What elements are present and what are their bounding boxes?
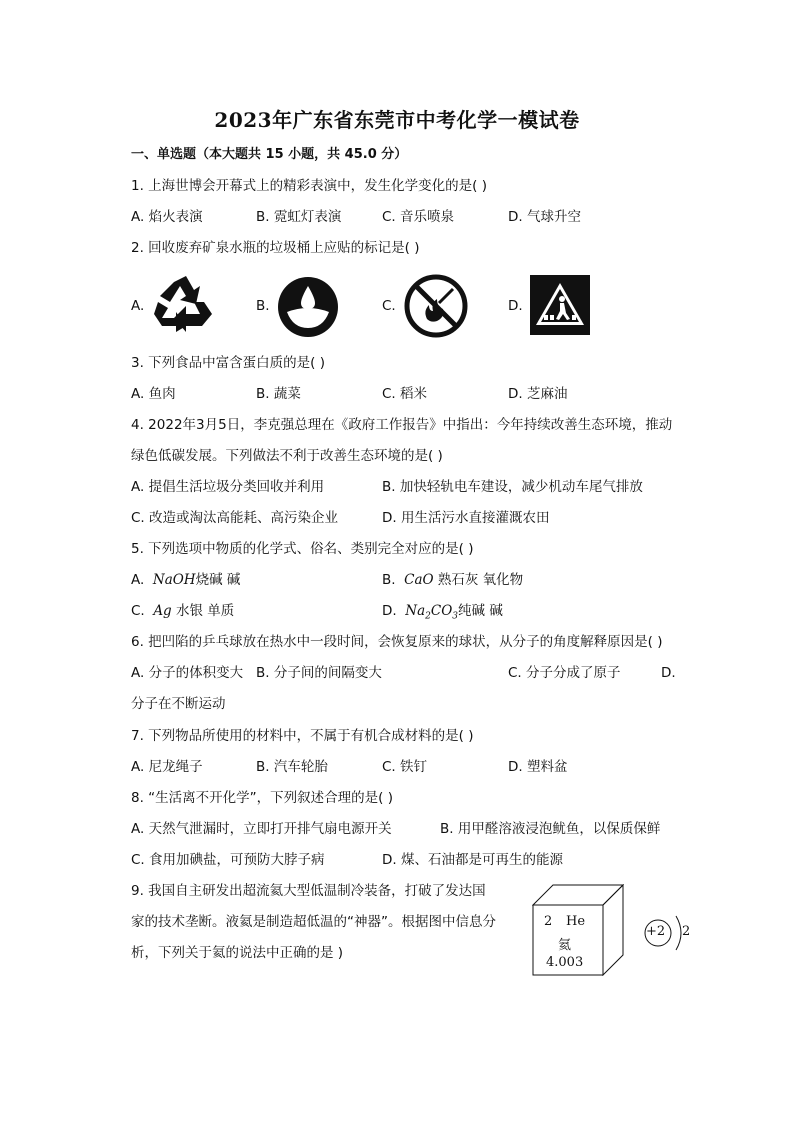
- page-title: 2023年广东省东莞市中考化学一模试卷: [214, 108, 580, 132]
- q6-option-a[interactable]: A. 分子的体积变大: [131, 665, 244, 681]
- q5-option-b-text: 熟石灰 氧化物: [433, 572, 524, 588]
- q5-option-c-prefix: C.: [131, 603, 154, 619]
- pedestrian-icon: [530, 275, 590, 335]
- q4-option-a[interactable]: A. 提倡生活垃圾分类回收并利用: [131, 479, 325, 495]
- q8-option-b[interactable]: B. 用甲醛溶液浸泡鱿鱼，以保质保鲜: [440, 821, 661, 837]
- question-8-stem: 8. “生活离不开化学”，下列叙述合理的是( ): [131, 790, 393, 806]
- q7-option-c[interactable]: C. 铁钉: [382, 759, 428, 775]
- q3-option-d[interactable]: D. 芝麻油: [508, 386, 568, 402]
- q5-option-b-prefix: B.: [382, 572, 405, 588]
- q3-option-b[interactable]: B. 蔬菜: [256, 386, 301, 402]
- q5-option-a[interactable]: [131, 571, 240, 589]
- q5-option-c[interactable]: [131, 602, 234, 620]
- recycle-icon: [152, 274, 218, 336]
- q7-option-a[interactable]: A. 尼龙绳子: [131, 759, 203, 775]
- atom-nucleus-charge: +2: [646, 924, 666, 939]
- q4-option-b[interactable]: B. 加快轻轨电车建设，减少机动车尾气排放: [382, 479, 643, 495]
- question-9-stem-line-3: 析，下列关于氦的说法中正确的是 ): [131, 945, 344, 961]
- water-drop-icon: [277, 276, 339, 338]
- q7-option-b[interactable]: B. 汽车轮胎: [256, 759, 328, 775]
- q6-option-c[interactable]: C. 分子分成了原子: [508, 665, 621, 681]
- q6-option-d-text[interactable]: 分子在不断运动: [131, 696, 226, 712]
- q5-option-d-text: 纯碱 碱: [458, 603, 503, 619]
- q1-option-b[interactable]: B. 霓虹灯表演: [256, 209, 342, 225]
- question-4-stem-line-1: 4. 2022年3月5日，李克强总理在《政府工作报告》中指出：今年持续改善生态环境，推动: [131, 417, 673, 433]
- q6-option-b[interactable]: B. 分子间的间隔变大: [256, 665, 382, 681]
- element-symbol: He: [566, 914, 586, 929]
- q2-option-a-label[interactable]: A.: [131, 298, 145, 314]
- q2-option-d-label[interactable]: D.: [508, 298, 523, 314]
- q8-option-c[interactable]: C. 食用加碘盐，可预防大脖子病: [131, 852, 325, 868]
- q8-option-a[interactable]: A. 天然气泄漏时，立即打开排气扇电源开关: [131, 821, 392, 837]
- section-heading: 一、单选题（本大题共 15 小题，共 45.0 分）: [131, 147, 408, 162]
- no-fire-icon: [403, 273, 469, 339]
- question-2-stem: 2. 回收废弃矿泉水瓶的垃圾桶上应贴的标记是( ): [131, 240, 420, 256]
- q5-option-b-formula: CaO: [404, 572, 434, 588]
- element-atomic-mass: 4.003: [546, 955, 584, 970]
- q3-option-c[interactable]: C. 稻米: [382, 386, 428, 402]
- q7-option-d[interactable]: D. 塑料盆: [508, 759, 568, 775]
- question-9-stem-line-1: 9. 我国自主研发出超流氦大型低温制冷装备，打破了发达国: [131, 883, 486, 899]
- question-5-stem: 5. 下列选项中物质的化学式、俗名、类别完全对应的是( ): [131, 541, 474, 557]
- q5-option-d-prefix: D.: [382, 603, 406, 619]
- q5-option-d-formula-co: CO: [430, 603, 453, 619]
- question-3-stem: 3. 下列食品中富含蛋白质的是( ): [131, 355, 325, 371]
- q2-option-b-label[interactable]: B.: [256, 298, 270, 314]
- q4-option-c[interactable]: C. 改造或淘汰高能耗、高污染企业: [131, 510, 339, 526]
- q1-option-d[interactable]: D. 气球升空: [508, 209, 581, 225]
- q5-option-c-text: 水银 单质: [171, 603, 235, 619]
- q5-option-a-prefix: A.: [131, 572, 153, 588]
- q5-option-d[interactable]: [382, 602, 503, 626]
- q8-option-d[interactable]: D. 煤、石油都是可再生的能源: [382, 852, 563, 868]
- question-1-stem: 1. 上海世博会开幕式上的精彩表演中，发生化学变化的是( ): [131, 178, 487, 194]
- q5-option-a-text: 烧碱 碱: [195, 572, 241, 588]
- q5-option-a-formula: NaOH: [152, 572, 196, 588]
- q5-option-d-formula-na: Na: [405, 603, 426, 619]
- atom-shell-electrons: 2: [682, 924, 691, 939]
- question-6-stem: 6. 把凹陷的乒乓球放在热水中一段时间，会恢复原来的球状，从分子的角度解释原因是( ): [131, 634, 663, 650]
- q1-option-a[interactable]: A. 焰火表演: [131, 209, 203, 225]
- question-7-stem: 7. 下列物品所使用的材料中，不属于有机合成材料的是( ): [131, 728, 474, 744]
- helium-element-cell: [532, 884, 624, 976]
- q4-option-d[interactable]: D. 用生活污水直接灌溉农田: [382, 510, 550, 526]
- question-4-stem-line-2: 绿色低碳发展。下列做法不利于改善生态环境的是( ): [131, 448, 443, 464]
- q5-option-d-sub-1: 2: [425, 611, 431, 622]
- q2-option-c-label[interactable]: C.: [382, 298, 396, 314]
- q5-option-b[interactable]: [382, 571, 523, 589]
- q1-option-c[interactable]: C. 音乐喷泉: [382, 209, 455, 225]
- q3-option-a[interactable]: A. 鱼肉: [131, 386, 176, 402]
- q5-option-d-sub-2: 3: [452, 611, 459, 622]
- element-atomic-number: 2: [544, 914, 553, 929]
- question-9-stem-line-2: 家的技术垄断。液氦是制造超低温的“神器”。根据图中信息分: [131, 914, 496, 930]
- q5-option-c-formula: Ag: [153, 603, 172, 619]
- element-name: 氦: [558, 938, 572, 953]
- q6-option-d[interactable]: D.: [661, 665, 676, 681]
